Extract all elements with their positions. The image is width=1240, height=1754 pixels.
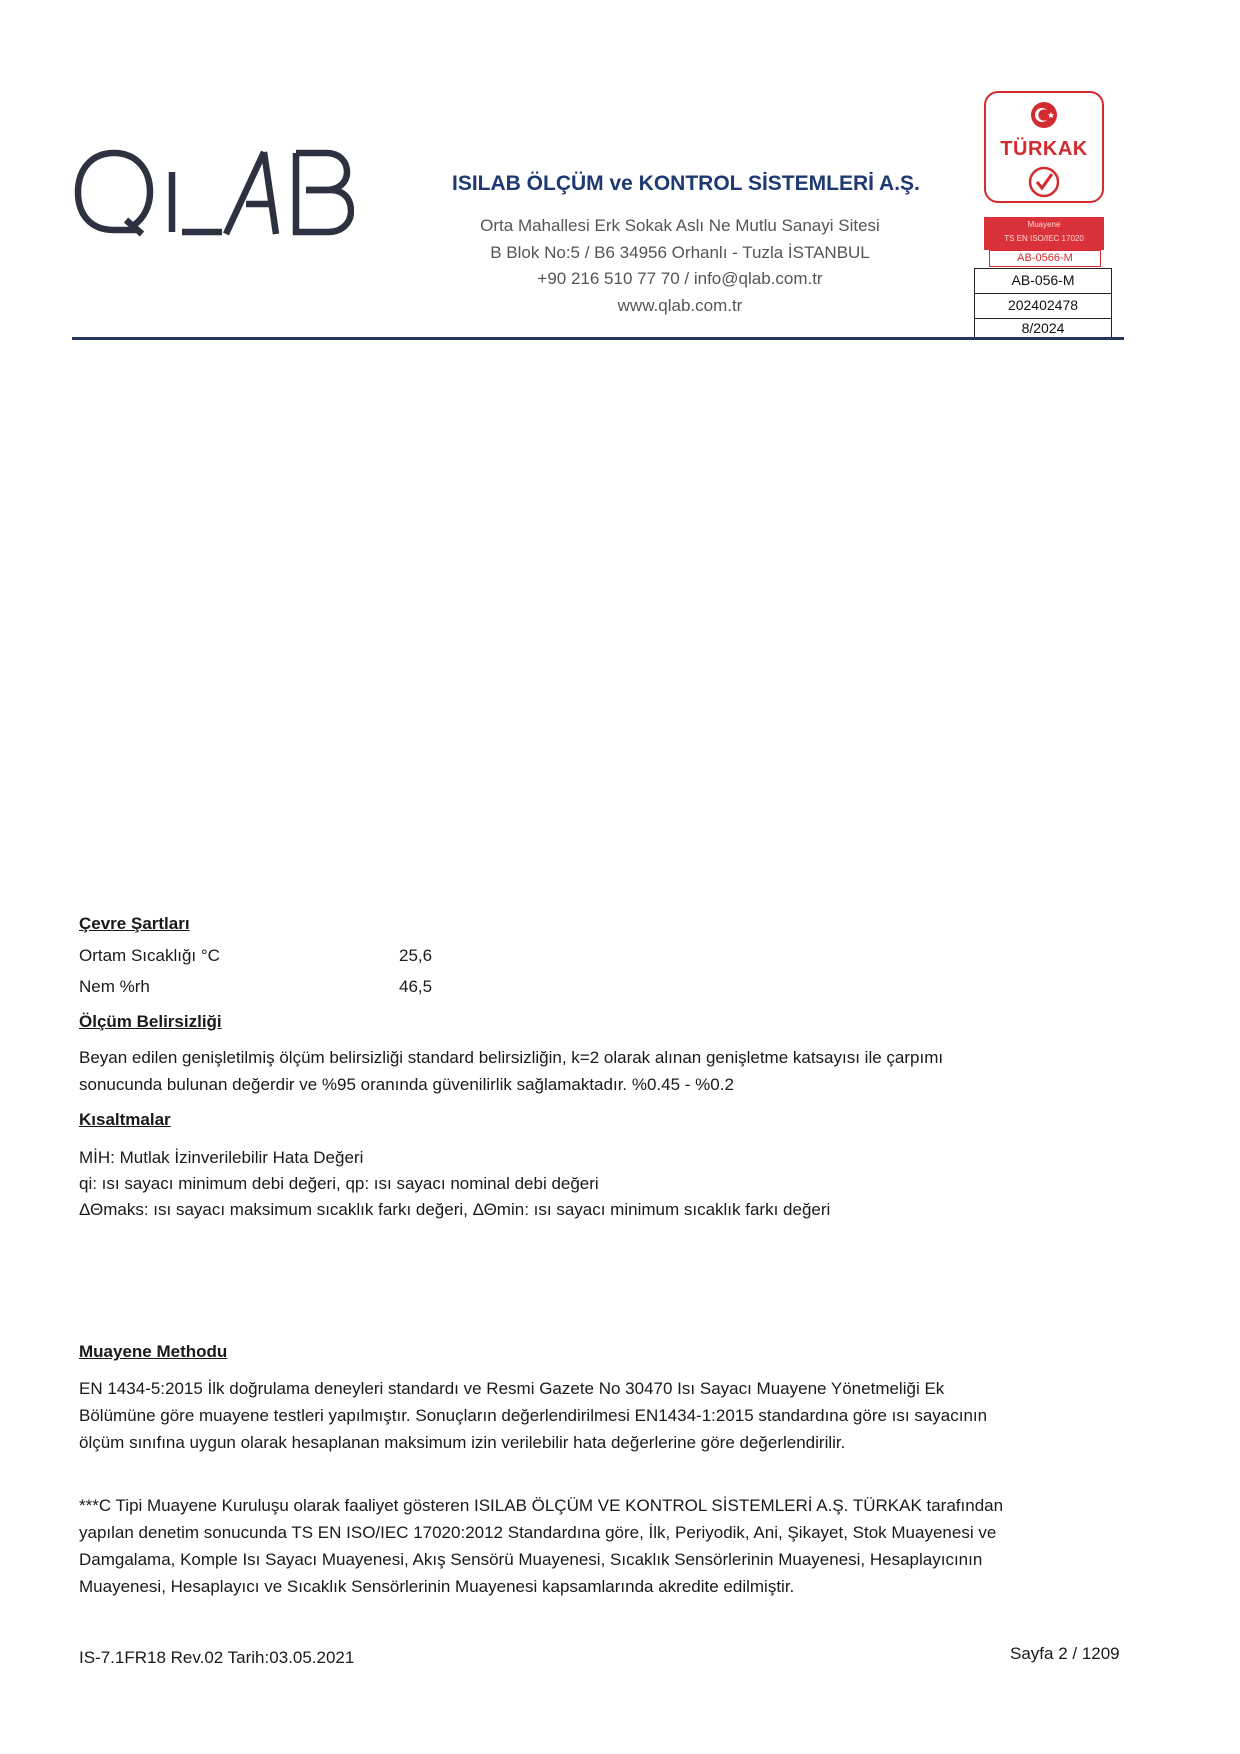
abbreviation-delta-theta: ΔΘmaks: ısı sayacı maksimum sıcaklık farkı değeri, ΔΘmin: ısı sayacı minimum sıcaklık farkı değeri xyxy=(79,1200,831,1219)
uncertainty-text-line-1: Beyan edilen genişletilmiş ölçüm belirsizliği standard belirsizliğin, k=2 olarak alınan genişletme katsayısı ile çarpımı xyxy=(79,1048,944,1067)
turkish-flag-icon xyxy=(1030,101,1058,129)
report-number: 202402478 xyxy=(974,293,1112,319)
accreditation-note-line-4: Muayenesi, Hesaplayıcı ve Sıcaklık Sensörlerinin Muayenesi kapsamlarında akredite edilmiştir. xyxy=(79,1577,795,1596)
page-number: Sayfa 2 / 1209 xyxy=(1010,1644,1120,1663)
turkak-band-scope: Muayene xyxy=(1027,220,1061,229)
accreditation-note-line-1: ***C Tipi Muayene Kuruluşu olarak faaliyet gösteren ISILAB ÖLÇÜM VE KONTROL SİSTEMLERİ A.Ş. TÜRKAK tarafından xyxy=(79,1496,1004,1515)
contact-line: +90 216 510 77 70 / info@qlab.com.tr xyxy=(537,269,823,288)
abbreviation-mih: MİH: Mutlak İzinverilebilir Hata Değeri xyxy=(79,1148,364,1167)
accreditation-note-line-3: Damgalama, Komple Isı Sayacı Muayenesi, Akış Sensörü Muayenesi, Sıcaklık Sensörlerinin Muayenesi, Hesaplayıcının xyxy=(79,1550,983,1569)
turkak-band-standard: TS EN ISO/IEC 17020 xyxy=(1004,234,1084,243)
abbreviation-qi-qp: qi: ısı sayacı minimum debi değeri, qp: ısı sayacı nominal debi değeri xyxy=(79,1174,599,1193)
abbreviations-heading: Kısaltmalar xyxy=(79,1110,171,1129)
website: www.qlab.com.tr xyxy=(617,296,743,315)
environment-heading: Çevre Şartları xyxy=(79,914,190,933)
method-text-line-3: ölçüm sınıfına uygun olarak hesaplanan maksimum izin verilebilir hata değerlerine göre değerlendirilir. xyxy=(79,1433,846,1452)
accreditation-note-line-2: yapılan denetim sonucunda TS EN ISO/IEC 17020:2012 Standardına göre, İlk, Periyodik, Ani, Şikayet, Stok Muayenesi ve xyxy=(79,1523,997,1542)
env-temperature-label: Ortam Sıcaklığı °C xyxy=(79,946,220,965)
address-line-2: B Blok No:5 / B6 34956 Orhanlı - Tuzla İSTANBUL xyxy=(490,243,870,262)
method-text-line-1: EN 1434-5:2015 İlk doğrulama deneyleri standardı ve Resmi Gazete No 30470 Isı Sayacı Muayene Yönetmeliği Ek xyxy=(79,1379,945,1398)
accreditation-code: AB-056-M xyxy=(974,268,1112,294)
company-name: ISILAB ÖLÇÜM ve KONTROL SİSTEMLERİ A.Ş. xyxy=(452,172,920,195)
uncertainty-text-line-2: sonucunda bulunan değerdir ve %95 oranında güvenilirlik sağlamaktadır. %0.45 - %0.2 xyxy=(79,1075,734,1094)
env-humidity-value: 46,5 xyxy=(399,977,433,996)
header-divider xyxy=(72,337,1124,340)
turkak-wordmark: TÜRKAK xyxy=(1000,138,1088,160)
env-humidity-label: Nem %rh xyxy=(79,977,150,996)
uncertainty-heading: Ölçüm Belirsizliği xyxy=(79,1012,222,1031)
method-text-line-2: Bölümüne göre muayene testleri yapılmıştır. Sonuçların değerlendirilmesi EN1434-1:2015 standardına göre ısı sayacının xyxy=(79,1406,988,1425)
method-heading: Muayene Methodu xyxy=(79,1342,228,1361)
address-line-1: Orta Mahallesi Erk Sokak Aslı Ne Mutlu Sanayi Sitesi xyxy=(480,216,880,235)
form-code: IS-7.1FR18 Rev.02 Tarih:03.05.2021 xyxy=(79,1648,355,1667)
turkak-code: AB-0566-M xyxy=(1017,252,1073,264)
checkmark-icon xyxy=(1028,166,1060,198)
env-temperature-value: 25,6 xyxy=(399,946,433,965)
report-date: 8/2024 xyxy=(974,318,1112,338)
qlab-logo xyxy=(74,142,354,242)
